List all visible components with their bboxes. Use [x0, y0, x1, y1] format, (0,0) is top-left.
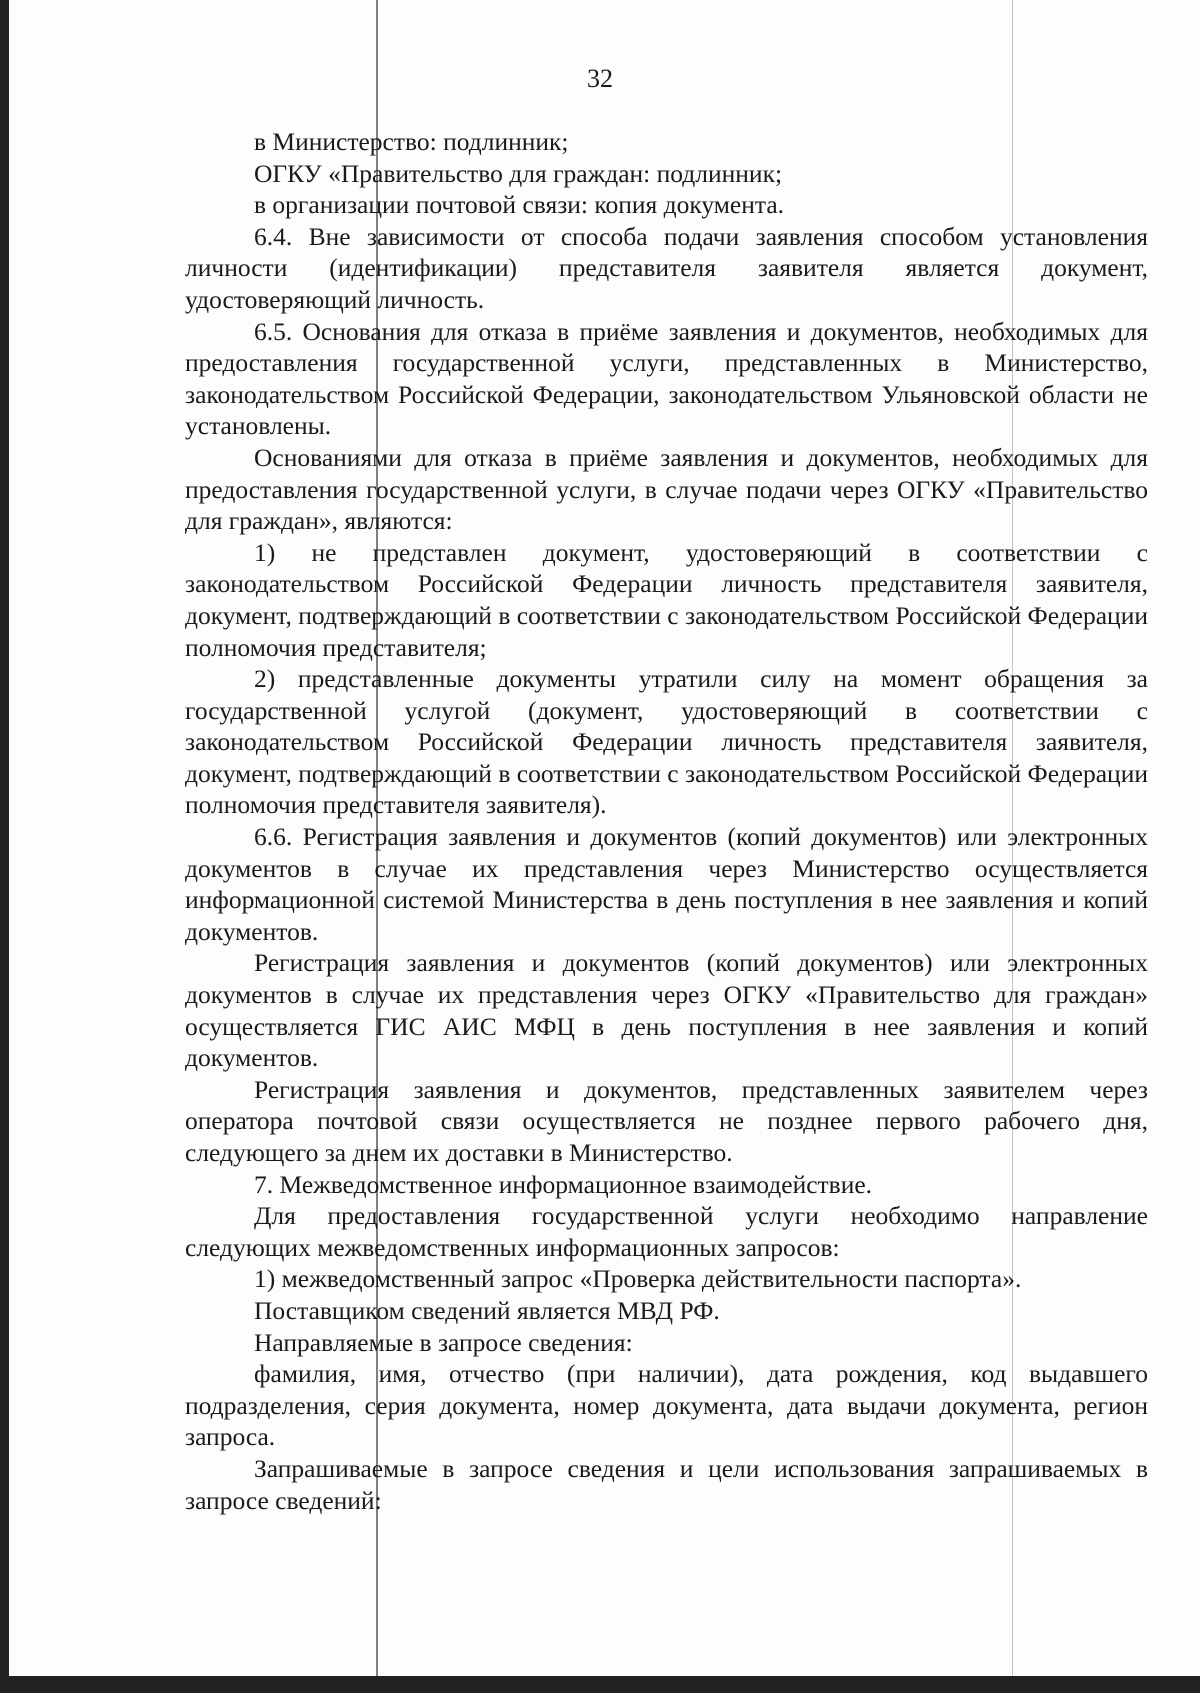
document-body	[185, 126, 1148, 1516]
paragraph: 2) представленные документы утратили силу на момент обращения за государственной услугой (документ, удостоверяющий в соответствии с законодательством Российской Федерации личность представителя заявителя, документ, подтверждающий в соответствии с законодательством Российской Федерации полномочия представителя заявителя).	[185, 664, 1148, 820]
paragraph: Регистрация заявления и документов (копий документов) или электронных документов в случае их представления через ОГКУ «Правительство для граждан» осуществляется ГИС АИС МФЦ в день поступления в нее заявления и копий документов.	[185, 948, 1148, 1073]
paragraph: 6.4. Вне зависимости от способа подачи заявления способом установления личности (идентификации) представителя заявителя является документ, удостоверяющий личность.	[185, 221, 1148, 314]
paragraph: Основаниями для отказа в приёме заявления и документов, необходимых для предоставления государственной услуги, в случае подачи через ОГКУ «Правительство для граждан», являются:	[185, 442, 1148, 536]
paragraph: Запрашиваемые в запросе сведения и цели использования запрашиваемых в запросе сведений:	[185, 1453, 1148, 1515]
paragraph: 1) не представлен документ, удостоверяющий в соответствии с законодательством Российской Федерации личность представителя заявителя, документ, подтверждающий в соответствии с законодательством Российской Федерации полномочия представителя;	[185, 537, 1148, 662]
paragraph: фамилия, имя, отчество (при наличии), дата рождения, код выдавшего подразделения, серия документа, номер документа, дата выдачи документа, регион запроса.	[185, 1359, 1148, 1452]
paragraph: Поставщиком сведений является МВД РФ.	[254, 1295, 720, 1325]
paragraph: 6.5. Основания для отказа в приёме заявления и документов, необходимых для предоставления государственной услуги, представленных в Министерство, законодательством Российской Федерации, законодательством Ульяновской области не установлены.	[185, 316, 1148, 441]
paragraph: 6.6. Регистрация заявления и документов (копий документов) или электронных документов в случае их представления через Министерство осуществляется информационной системой Министерства в день поступления в нее заявления и копий документов.	[185, 822, 1148, 946]
paragraph: в организации почтовой связи: копия документа.	[254, 190, 785, 220]
paragraph: ОГКУ «Правительство для граждан: подлинник;	[254, 158, 783, 188]
paragraph: Регистрация заявления и документов, представленных заявителем через оператора почтовой связи осуществляется не позднее первого рабочего дня, следующего за днем их доставки в Министерство.	[185, 1074, 1148, 1167]
paragraph: Для предоставления государственной услуги необходимо направление следующих межведомственных информационных запросов:	[185, 1201, 1148, 1262]
scan-bottom-edge	[0, 1676, 1200, 1693]
paragraph: Направляемые в запросе сведения:	[254, 1327, 633, 1357]
paragraph: 1) межведомственный запрос «Проверка действительности паспорта».	[254, 1264, 1022, 1294]
scan-left-edge	[0, 0, 9, 1693]
paragraph: в Министерство: подлинник;	[254, 127, 569, 156]
paragraph: 7. Межведомственное информационное взаимодействие.	[254, 1169, 873, 1199]
page-number: 32	[587, 64, 613, 93]
